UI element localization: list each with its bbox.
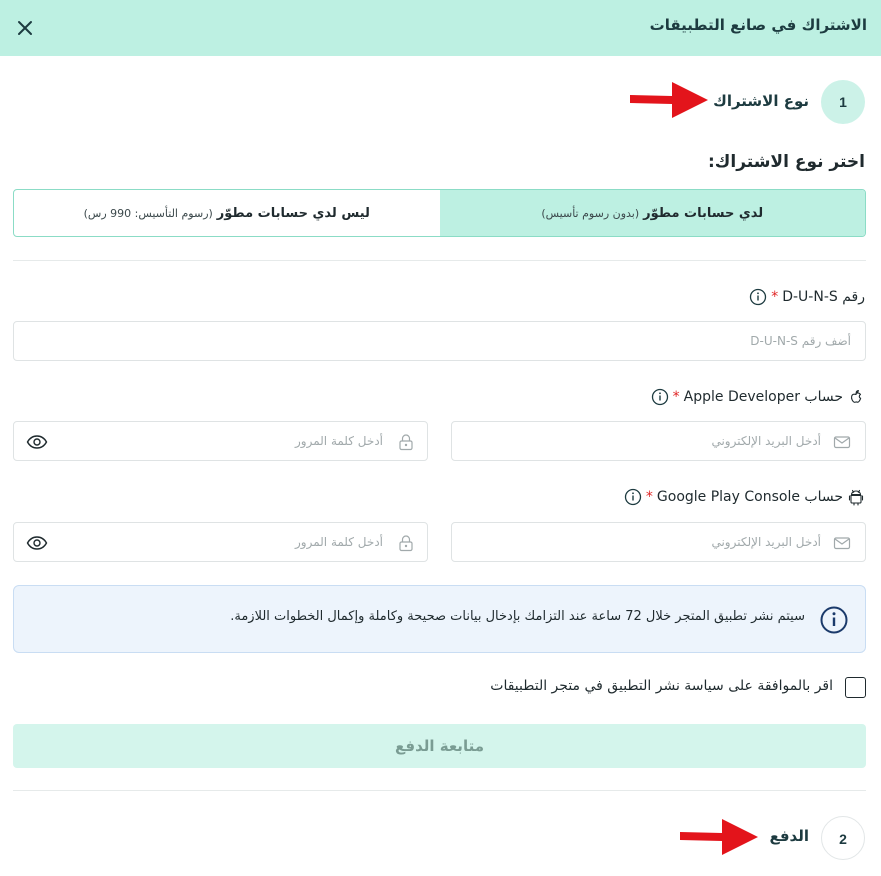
required-marker: *: [645, 489, 653, 505]
mail-icon: [833, 433, 851, 451]
option-note: (رسوم التأسيس: 990 رس): [83, 206, 213, 220]
agreement-label: اقر بالموافقة على سياسة نشر التطبيق في متجر التطبيقات: [490, 678, 833, 694]
modal-header: [0, 0, 881, 56]
google-email-input[interactable]: [451, 522, 866, 562]
apple-password-input[interactable]: [13, 421, 428, 461]
continue-payment-button[interactable]: متابعة الدفع: [13, 724, 866, 768]
divider: [13, 260, 866, 261]
apple-icon: [847, 388, 865, 406]
lock-icon: [397, 433, 415, 451]
modal-title: الاشتراك في صانع التطبيقات: [649, 16, 867, 34]
subscription-type-title: اختر نوع الاشتراك:: [707, 152, 865, 172]
google-password-input[interactable]: [13, 522, 428, 562]
step-1-indicator: 1: [821, 80, 865, 124]
step-2-indicator: 2: [821, 816, 865, 860]
required-marker: *: [771, 289, 779, 305]
apple-email-placeholder: أدخل البريد الإلكتروني: [711, 434, 821, 448]
apple-developer-label: [651, 388, 865, 406]
red-arrow-icon: [678, 816, 760, 858]
option-label: لدي حسابات مطوّر: [643, 205, 764, 221]
duns-placeholder: أضف رقم D-U-N-S: [750, 334, 851, 348]
google-password-placeholder: أدخل كلمة المرور: [294, 535, 383, 549]
google-email-placeholder: أدخل البريد الإلكتروني: [711, 535, 821, 549]
duns-input[interactable]: [13, 321, 866, 361]
notice-text: سيتم نشر تطبيق المتجر خلال 72 ساعة عند التزامك بإدخال بيانات صحيحة وكاملة وإكمال الخطوات اللازمة.: [230, 609, 805, 624]
mail-icon: [833, 534, 851, 552]
eye-icon[interactable]: [26, 534, 48, 552]
duns-label-text: رقم D-U-N-S: [782, 289, 865, 305]
red-arrow-icon: [628, 79, 710, 121]
duns-label: [749, 288, 865, 306]
step-2-label: الدفع: [769, 827, 809, 845]
close-icon[interactable]: [14, 17, 36, 39]
divider: [13, 790, 866, 791]
option-no-developer-accounts[interactable]: [14, 190, 440, 236]
google-play-label-text: حساب Google Play Console: [656, 489, 843, 505]
android-icon: [847, 488, 865, 506]
lock-icon: [397, 534, 415, 552]
publish-notice: [13, 585, 866, 653]
apple-developer-label-text: حساب Apple Developer: [683, 389, 843, 405]
subscription-type-toggle: [13, 189, 866, 237]
info-icon: [819, 605, 849, 635]
eye-icon[interactable]: [26, 433, 48, 451]
apple-password-placeholder: أدخل كلمة المرور: [294, 434, 383, 448]
option-label: ليس لدي حسابات مطوّر: [216, 205, 370, 221]
info-icon[interactable]: [624, 488, 642, 506]
step-1-label: نوع الاشتراك: [713, 92, 809, 110]
option-has-developer-accounts[interactable]: [440, 190, 866, 236]
info-icon[interactable]: [749, 288, 767, 306]
option-note: (بدون رسوم تأسيس): [541, 206, 640, 220]
info-icon[interactable]: [651, 388, 669, 406]
apple-email-input[interactable]: [451, 421, 866, 461]
agreement-checkbox[interactable]: [845, 677, 866, 698]
required-marker: *: [672, 389, 680, 405]
google-play-label: [624, 488, 865, 506]
